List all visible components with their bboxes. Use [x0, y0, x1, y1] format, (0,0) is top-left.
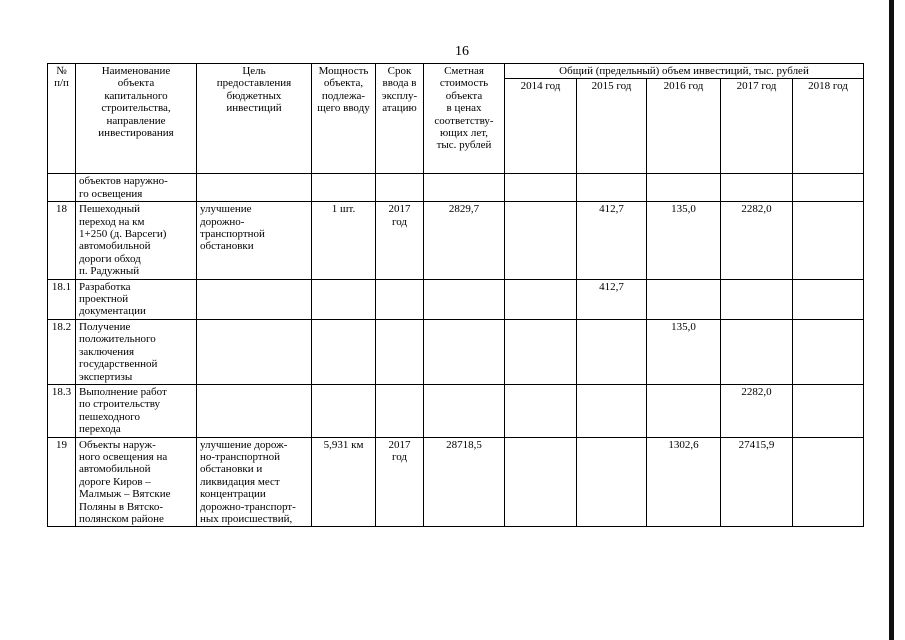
- cell-2018: [793, 279, 864, 319]
- cell-purpose: улучшение дорожно- транспортной обстановки: [197, 202, 312, 279]
- header-purpose: Цель предоставления бюджетных инвестиций: [197, 64, 312, 174]
- cell-2016: 135,0: [647, 202, 721, 279]
- page-number: 16: [455, 44, 469, 59]
- table-body: [48, 174, 864, 527]
- cell-name: Выполнение работ по строительству пешеходного перехода: [76, 384, 197, 437]
- cell-2015: 412,7: [577, 279, 647, 319]
- cell-capacity: [312, 174, 376, 202]
- cell-2015: [577, 384, 647, 437]
- cell-purpose: [197, 279, 312, 319]
- cell-2017: [721, 319, 793, 384]
- cell-2018: [793, 437, 864, 527]
- cell-num: [48, 174, 76, 202]
- cell-capacity: [312, 279, 376, 319]
- cell-num: 18.2: [48, 319, 76, 384]
- header-year-2018: 2018 год: [793, 79, 864, 174]
- cell-name: объектов наружно- го освещения: [76, 174, 197, 202]
- header-num: № п/п: [48, 64, 76, 174]
- cell-2016: 135,0: [647, 319, 721, 384]
- cell-capacity: 5,931 км: [312, 437, 376, 527]
- table-row: [48, 437, 864, 527]
- cell-cost: [424, 319, 505, 384]
- cell-2015: 412,7: [577, 202, 647, 279]
- table-row: [48, 202, 864, 279]
- cell-num: 19: [48, 437, 76, 527]
- cell-2015: [577, 174, 647, 202]
- cell-num: 18.3: [48, 384, 76, 437]
- header-year-2015: 2015 год: [577, 79, 647, 174]
- cell-capacity: 1 шт.: [312, 202, 376, 279]
- cell-cost: 2829,7: [424, 202, 505, 279]
- table-row: [48, 319, 864, 384]
- cell-2014: [505, 384, 577, 437]
- cell-term: [376, 384, 424, 437]
- cell-term: [376, 174, 424, 202]
- header-total: Общий (предельный) объем инвестиций, тыс. рублей: [505, 64, 864, 79]
- cell-2014: [505, 279, 577, 319]
- cell-2017: 2282,0: [721, 202, 793, 279]
- investment-table: [47, 63, 864, 527]
- cell-2017: 27415,9: [721, 437, 793, 527]
- cell-2014: [505, 202, 577, 279]
- cell-cost: [424, 384, 505, 437]
- cell-term: 2017 год: [376, 202, 424, 279]
- cell-name: Разработка проектной документации: [76, 279, 197, 319]
- table-row: [48, 174, 864, 202]
- cell-2018: [793, 319, 864, 384]
- cell-2017: [721, 279, 793, 319]
- header-year-2014: 2014 год: [505, 79, 577, 174]
- header-year-2016: 2016 год: [647, 79, 721, 174]
- table-row: [48, 279, 864, 319]
- cell-capacity: [312, 319, 376, 384]
- cell-term: [376, 279, 424, 319]
- cell-cost: 28718,5: [424, 437, 505, 527]
- cell-name: Пешеходный переход на км 1+250 (д. Варсеги) автомобильной дороги обход п. Радужный: [76, 202, 197, 279]
- cell-cost: [424, 174, 505, 202]
- cell-2016: 1302,6: [647, 437, 721, 527]
- cell-2018: [793, 384, 864, 437]
- table-row: [48, 384, 864, 437]
- table-header: [48, 64, 864, 174]
- header-name: Наименование объекта капитального строительства, направление инвестирования: [76, 64, 197, 174]
- cell-purpose: [197, 174, 312, 202]
- scan-edge-bar: [889, 0, 894, 640]
- cell-2016: [647, 279, 721, 319]
- cell-name: Получение положительного заключения государственной экспертизы: [76, 319, 197, 384]
- cell-2018: [793, 202, 864, 279]
- cell-term: 2017 год: [376, 437, 424, 527]
- cell-2015: [577, 437, 647, 527]
- cell-name: Объекты наруж- ного освещения на автомобильной дороге Киров – Малмыж – Вятские Поляны в Вятско- полянском районе: [76, 437, 197, 527]
- cell-num: 18: [48, 202, 76, 279]
- header-year-2017: 2017 год: [721, 79, 793, 174]
- header-term: Срок ввода в эксплу- атацию: [376, 64, 424, 174]
- cell-2014: [505, 174, 577, 202]
- cell-2014: [505, 437, 577, 527]
- cell-term: [376, 319, 424, 384]
- header-capacity: Мощность объекта, подлежа- щего вводу: [312, 64, 376, 174]
- cell-purpose: [197, 384, 312, 437]
- cell-2016: [647, 384, 721, 437]
- cell-capacity: [312, 384, 376, 437]
- cell-2017: 2282,0: [721, 384, 793, 437]
- cell-purpose: улучшение дорож- но-транспортной обстановки и ликвидация мест концентрации дорожно-транспорт- ных происшествий,: [197, 437, 312, 527]
- cell-cost: [424, 279, 505, 319]
- cell-num: 18.1: [48, 279, 76, 319]
- header-cost: Сметная стоимость объекта в ценах соответству- ющих лет, тыс. рублей: [424, 64, 505, 174]
- cell-2014: [505, 319, 577, 384]
- cell-2017: [721, 174, 793, 202]
- cell-2015: [577, 319, 647, 384]
- cell-purpose: [197, 319, 312, 384]
- cell-2016: [647, 174, 721, 202]
- cell-2018: [793, 174, 864, 202]
